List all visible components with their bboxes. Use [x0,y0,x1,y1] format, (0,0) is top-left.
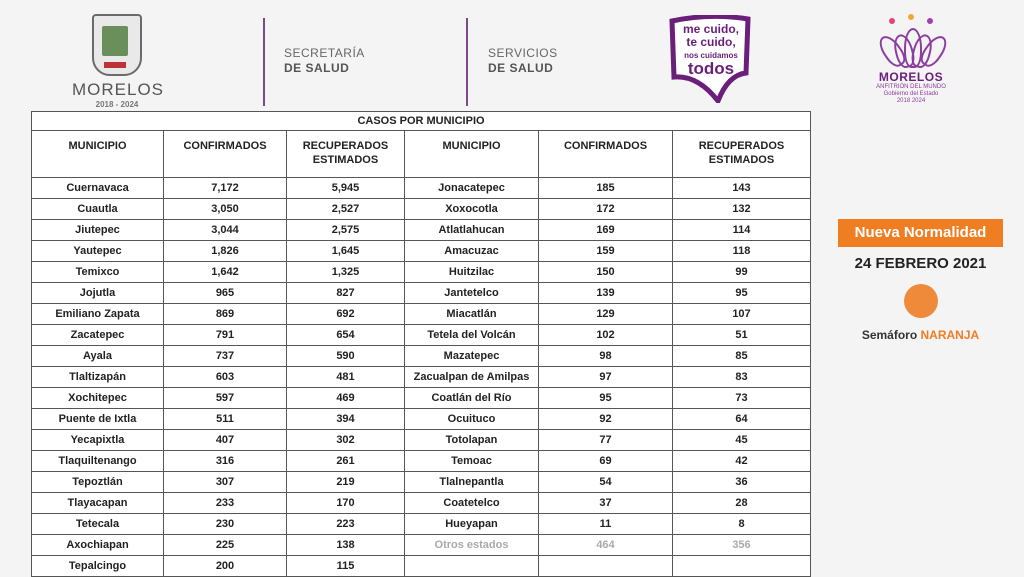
col-header-confirmados: CONFIRMADOS [164,131,287,178]
recuperados-cell: 64 [673,409,811,430]
right-logo-sub2: Gobierno del Estado [883,91,939,97]
municipio-cell: Tetela del Volcán [405,325,539,346]
recuperados-cell: 394 [287,409,405,430]
recuperados-cell: 42 [673,451,811,472]
municipio-cell: Cuautla [32,199,164,220]
confirmados-cell: 37 [539,493,673,514]
recuperados-cell: 107 [673,304,811,325]
confirmados-cell: 307 [164,472,287,493]
recuperados-cell: 115 [287,556,405,577]
slogan-line2: te cuido, [686,35,736,49]
confirmados-cell: 225 [164,535,287,556]
recuperados-cell: 132 [673,199,811,220]
municipio-cell: Xochitepec [32,388,164,409]
col-header-recuperados: RECUPERADOS ESTIMADOS [673,131,811,178]
header-banner [0,0,1024,110]
municipio-cell: Huitzilac [405,262,539,283]
morelos-crest-icon [92,14,142,76]
cases-table [31,111,811,577]
municipio-cell: Ayala [32,346,164,367]
municipio-cell: Temixco [32,262,164,283]
confirmados-cell: 3,044 [164,220,287,241]
municipio-cell: Atlatlahucan [405,220,539,241]
table-row [32,241,811,262]
right-logo-sub1: ANFITRIÓN DEL MUNDO [876,84,946,90]
municipio-cell: Emiliano Zapata [32,304,164,325]
table-row [32,430,811,451]
municipio-cell: Jojutla [32,283,164,304]
semaforo-text: Semáforo [861,328,918,342]
recuperados-cell: 5,945 [287,178,405,199]
recuperados-cell: 356 [673,535,811,556]
municipio-cell: Jiutepec [32,220,164,241]
slogan-logo [668,15,752,103]
recuperados-cell: 2,575 [287,220,405,241]
lotus-icon [879,14,943,70]
slogan-text [674,22,748,78]
confirmados-cell: 791 [164,325,287,346]
municipio-cell: Puente de Ixtla [32,409,164,430]
divider [263,18,265,106]
recuperados-cell: 827 [287,283,405,304]
confirmados-cell: 97 [539,367,673,388]
municipio-cell: Mazatepec [405,346,539,367]
confirmados-cell: 185 [539,178,673,199]
confirmados-cell: 597 [164,388,287,409]
municipio-cell: Ocuituco [405,409,539,430]
recuperados-cell: 1,325 [287,262,405,283]
recuperados-cell: 223 [287,514,405,535]
table-row [32,283,811,304]
municipio-cell: Jonacatepec [405,178,539,199]
col-header-municipio: MUNICIPIO [405,131,539,178]
confirmados-cell: 869 [164,304,287,325]
slogan-line3: nos cuidamos [684,51,738,60]
table-row [32,409,811,430]
confirmados-cell: 230 [164,514,287,535]
confirmados-cell: 407 [164,430,287,451]
traffic-light-dot-icon [904,284,938,318]
municipio-cell: Jantetelco [405,283,539,304]
recuperados-cell: 2,527 [287,199,405,220]
municipio-cell [405,556,539,577]
semaforo-value: NARANJA [920,328,980,342]
recuperados-cell: 170 [287,493,405,514]
table-title: CASOS POR MUNICIPIO [32,112,811,131]
municipio-cell: Coatetelco [405,493,539,514]
recuperados-cell [673,556,811,577]
table-row [32,472,811,493]
confirmados-cell: 92 [539,409,673,430]
status-panel [838,219,1003,342]
table-row [32,388,811,409]
confirmados-cell: 965 [164,283,287,304]
municipio-cell: Zacualpan de Amilpas [405,367,539,388]
secretaria-line2: DE SALUD [284,61,350,75]
table-row [32,262,811,283]
table-row [32,535,811,556]
confirmados-cell [539,556,673,577]
semaforo-label [838,328,1003,342]
confirmados-cell: 54 [539,472,673,493]
morelos-logo [72,14,165,109]
municipio-cell: Coatlán del Río [405,388,539,409]
confirmados-cell: 737 [164,346,287,367]
recuperados-cell: 51 [673,325,811,346]
servicios-line1: SERVICIOS [488,46,558,60]
municipio-cell: Amacuzac [405,241,539,262]
municipio-cell: Hueyapan [405,514,539,535]
municipio-cell: Temoac [405,451,539,472]
table-row [32,325,811,346]
morelos-name: MORELOS [72,80,165,99]
table-header-row [32,131,811,178]
municipio-cell: Totolapan [405,430,539,451]
confirmados-cell: 11 [539,514,673,535]
confirmados-cell: 3,050 [164,199,287,220]
table-row [32,514,811,535]
recuperados-cell: 654 [287,325,405,346]
table-row [32,367,811,388]
col-header-recuperados: RECUPERADOS ESTIMADOS [287,131,405,178]
confirmados-cell: 200 [164,556,287,577]
recuperados-cell: 692 [287,304,405,325]
table-row [32,346,811,367]
municipio-cell: Axochiapan [32,535,164,556]
municipio-cell: Tlaquiltenango [32,451,164,472]
municipio-cell: Xoxocotla [405,199,539,220]
confirmados-cell: 1,826 [164,241,287,262]
confirmados-cell: 102 [539,325,673,346]
municipio-cell: Yecapixtla [32,430,164,451]
recuperados-cell: 302 [287,430,405,451]
confirmados-cell: 150 [539,262,673,283]
municipio-cell: Tetecala [32,514,164,535]
table-row [32,493,811,514]
status-badge: Nueva Normalidad [838,219,1003,247]
municipio-cell: Tlayacapan [32,493,164,514]
table-row [32,556,811,577]
table-row [32,178,811,199]
right-logo-title: MORELOS [878,70,944,84]
recuperados-cell: 36 [673,472,811,493]
table-row [32,451,811,472]
recuperados-cell: 469 [287,388,405,409]
recuperados-cell: 261 [287,451,405,472]
recuperados-cell: 118 [673,241,811,262]
confirmados-cell: 511 [164,409,287,430]
confirmados-cell: 172 [539,199,673,220]
recuperados-cell: 143 [673,178,811,199]
municipio-cell: Tepoztlán [32,472,164,493]
recuperados-cell: 99 [673,262,811,283]
recuperados-cell: 95 [673,283,811,304]
municipio-cell: Tepalcingo [32,556,164,577]
recuperados-cell: 219 [287,472,405,493]
municipio-cell: Cuernavaca [32,178,164,199]
recuperados-cell: 73 [673,388,811,409]
recuperados-cell: 28 [673,493,811,514]
confirmados-cell: 316 [164,451,287,472]
secretaria-line1: SECRETARÍA [284,46,365,60]
slogan-line1: me cuido, [682,22,739,36]
right-logo-sub3: 2018 2024 [896,98,926,104]
confirmados-cell: 603 [164,367,287,388]
table-row [32,304,811,325]
confirmados-cell: 139 [539,283,673,304]
municipio-cell: Tlalnepantla [405,472,539,493]
municipio-cell: Zacatepec [32,325,164,346]
recuperados-cell: 481 [287,367,405,388]
servicios-de-salud [488,46,558,76]
secretaria-de-salud [284,46,365,76]
recuperados-cell: 138 [287,535,405,556]
confirmados-cell: 95 [539,388,673,409]
morelos-years: 2018 - 2024 [95,100,139,109]
recuperados-cell: 114 [673,220,811,241]
morelos-anfitrion-logo [866,14,956,105]
col-header-municipio: MUNICIPIO [32,131,164,178]
col-header-confirmados: CONFIRMADOS [539,131,673,178]
confirmados-cell: 233 [164,493,287,514]
recuperados-cell: 8 [673,514,811,535]
municipio-cell: Tlaltizapán [32,367,164,388]
divider [466,18,468,106]
confirmados-cell: 169 [539,220,673,241]
municipio-cell: Otros estados [405,535,539,556]
slogan-line4: todos [687,59,735,78]
recuperados-cell: 83 [673,367,811,388]
confirmados-cell: 464 [539,535,673,556]
confirmados-cell: 129 [539,304,673,325]
recuperados-cell: 45 [673,430,811,451]
confirmados-cell: 69 [539,451,673,472]
recuperados-cell: 1,645 [287,241,405,262]
table-row [32,220,811,241]
confirmados-cell: 1,642 [164,262,287,283]
confirmados-cell: 159 [539,241,673,262]
municipio-cell: Miacatlán [405,304,539,325]
municipio-cell: Yautepec [32,241,164,262]
recuperados-cell: 85 [673,346,811,367]
confirmados-cell: 7,172 [164,178,287,199]
confirmados-cell: 77 [539,430,673,451]
report-date: 24 FEBRERO 2021 [854,255,987,272]
servicios-line2: DE SALUD [488,61,554,75]
confirmados-cell: 98 [539,346,673,367]
table-row [32,199,811,220]
recuperados-cell: 590 [287,346,405,367]
